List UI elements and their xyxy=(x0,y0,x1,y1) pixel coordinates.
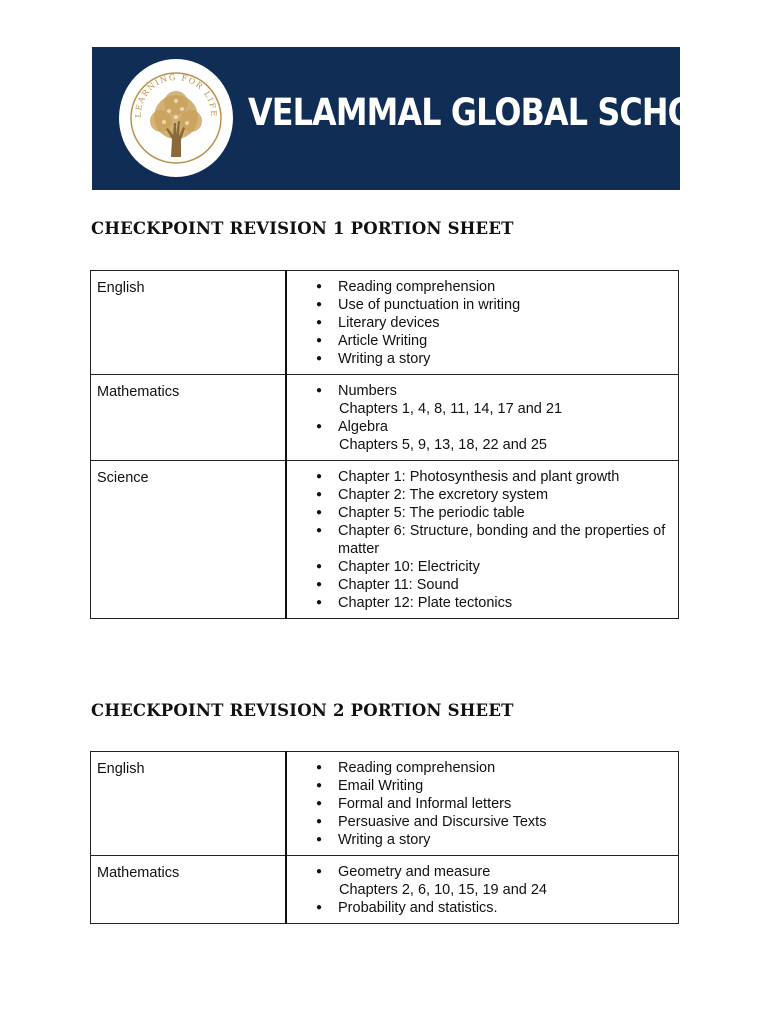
topic-list xyxy=(287,278,670,368)
topic-list xyxy=(287,468,670,612)
list-item: ● Probability and statistics. xyxy=(287,899,670,917)
list-item: ● Article Writing xyxy=(287,332,670,350)
tree-hand-icon xyxy=(119,59,233,177)
list-item: ● Algebra xyxy=(287,418,670,436)
school-logo xyxy=(119,59,233,177)
logo-motto: LEARNING FOR LIFE xyxy=(133,72,219,118)
table-row xyxy=(91,461,679,619)
topic-list xyxy=(287,382,670,454)
table-row xyxy=(91,375,679,461)
list-item: ● Chapter 2: The excretory system xyxy=(287,486,670,504)
table-row xyxy=(91,752,679,856)
list-item: ● Email Writing xyxy=(287,777,670,795)
list-item: ● Literary devices xyxy=(287,314,670,332)
subject-cell: English xyxy=(91,271,287,375)
list-item: ● Geometry and measure xyxy=(287,863,670,881)
topic-list xyxy=(287,863,670,917)
subject-cell: Mathematics xyxy=(91,856,287,924)
subject-cell: Science xyxy=(91,461,287,619)
list-item: ● Chapter 5: The periodic table xyxy=(287,504,670,522)
list-item: ● Chapter 6: Structure, bonding and the properties of matter xyxy=(287,522,670,558)
list-item-detail: Chapters 5, 9, 13, 18, 22 and 25 xyxy=(339,437,547,453)
subject-cell: Mathematics xyxy=(91,375,287,461)
list-item: ● Use of punctuation in writing xyxy=(287,296,670,314)
list-item: ● Chapter 1: Photosynthesis and plant growth xyxy=(287,468,670,486)
school-name: VELAMMAL GLOBAL SCHOOL xyxy=(248,91,740,134)
table-row xyxy=(91,856,679,924)
list-item: ● Chapter 12: Plate tectonics xyxy=(287,594,670,612)
list-item: ● Reading comprehension xyxy=(287,278,670,296)
subject-cell: English xyxy=(91,752,287,856)
list-item: ● Writing a story xyxy=(287,350,670,368)
school-banner xyxy=(92,47,740,190)
list-item: ● Formal and Informal letters xyxy=(287,795,670,813)
portion-table-2 xyxy=(90,751,679,924)
topic-list xyxy=(287,759,670,849)
list-item: ● Writing a story xyxy=(287,831,670,849)
list-item: ● Numbers xyxy=(287,382,670,400)
section-2-title: CHECKPOINT REVISION 2 PORTION SHEET xyxy=(91,701,514,720)
list-item: ● Reading comprehension xyxy=(287,759,670,777)
table-row xyxy=(91,271,679,375)
list-item: ● Chapter 11: Sound xyxy=(287,576,670,594)
portion-table-1 xyxy=(90,270,679,619)
list-item: ● Persuasive and Discursive Texts xyxy=(287,813,670,831)
list-item-detail: Chapters 2, 6, 10, 15, 19 and 24 xyxy=(339,882,547,898)
list-item: ● Chapter 10: Electricity xyxy=(287,558,670,576)
section-1-title: CHECKPOINT REVISION 1 PORTION SHEET xyxy=(91,219,514,238)
list-item-detail: Chapters 1, 4, 8, 11, 14, 17 and 21 xyxy=(339,401,563,417)
